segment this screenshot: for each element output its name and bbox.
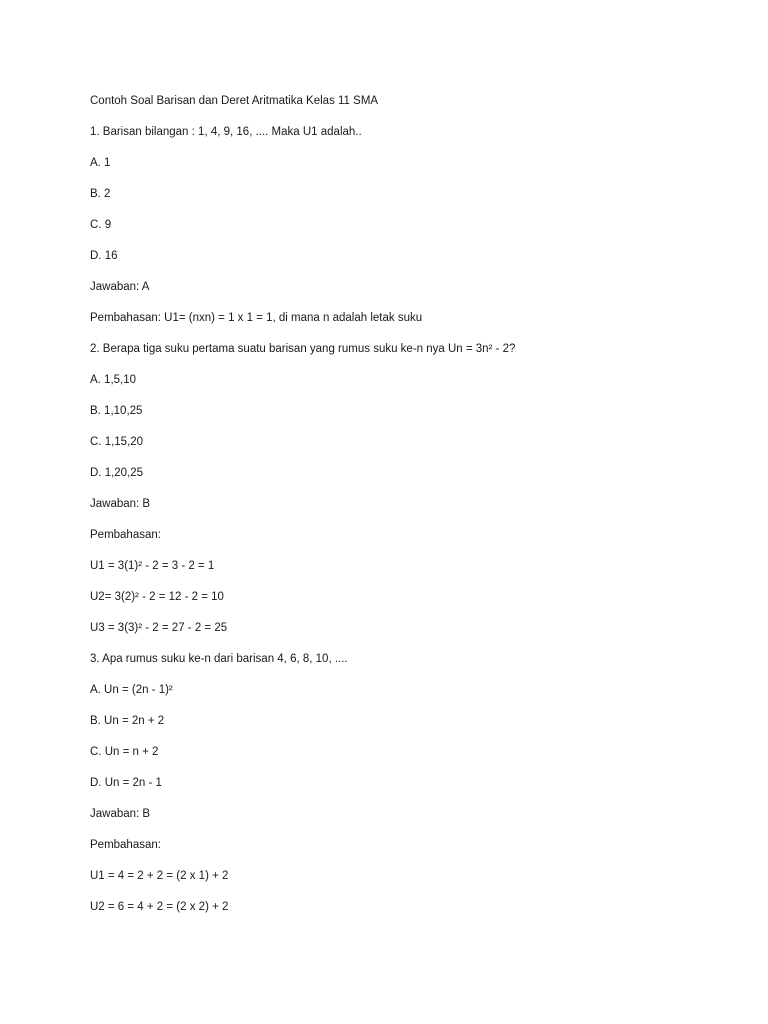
question-1-option-c: C. 9 <box>90 219 112 231</box>
question-3-option-c: C. Un = n + 2 <box>90 746 159 758</box>
question-2-explanation-line: U3 = 3(3)² - 2 = 27 - 2 = 25 <box>90 622 228 634</box>
question-3-text: 3. Apa rumus suku ke-n dari barisan 4, 6, 8, 10, .... <box>90 653 348 665</box>
question-2-explanation-line: U2= 3(2)² - 2 = 12 - 2 = 10 <box>90 591 224 603</box>
question-2-option-a: A. 1,5,10 <box>90 374 137 386</box>
document-body <box>90 93 515 930</box>
question-2-explanation-heading: Pembahasan: <box>90 529 161 541</box>
question-3-option-b: B. Un = 2n + 2 <box>90 715 165 727</box>
question-3-answer: Jawaban: B <box>90 808 151 820</box>
question-2-option-c: C. 1,15,20 <box>90 436 144 448</box>
question-3-option-d: D. Un = 2n - 1 <box>90 777 162 789</box>
question-3-explanation-line: U1 = 4 = 2 + 2 = (2 x 1) + 2 <box>90 870 229 882</box>
question-2-option-d: D. 1,20,25 <box>90 467 144 479</box>
question-3-explanation-line: U2 = 6 = 4 + 2 = (2 x 2) + 2 <box>90 901 229 913</box>
question-3-option-a: A. Un = (2n - 1)² <box>90 684 173 696</box>
question-1-option-d: D. 16 <box>90 250 118 262</box>
question-2-explanation-line: U1 = 3(1)² - 2 = 3 - 2 = 1 <box>90 560 215 572</box>
question-1-option-a: A. 1 <box>90 157 111 169</box>
question-2-option-b: B. 1,10,25 <box>90 405 143 417</box>
question-1-explanation: Pembahasan: U1= (nxn) = 1 x 1 = 1, di mana n adalah letak suku <box>90 312 423 324</box>
question-2-text: 2. Berapa tiga suku pertama suatu barisan yang rumus suku ke-n nya Un = 3n² - 2? <box>90 343 516 355</box>
document-title: Contoh Soal Barisan dan Deret Aritmatika Kelas 11 SMA <box>90 95 379 107</box>
question-1-text: 1. Barisan bilangan : 1, 4, 9, 16, .... Maka U1 adalah.. <box>90 126 362 138</box>
question-2-answer: Jawaban: B <box>90 498 151 510</box>
question-1-option-b: B. 2 <box>90 188 111 200</box>
question-1-answer: Jawaban: A <box>90 281 150 293</box>
question-3-explanation-heading: Pembahasan: <box>90 839 161 851</box>
